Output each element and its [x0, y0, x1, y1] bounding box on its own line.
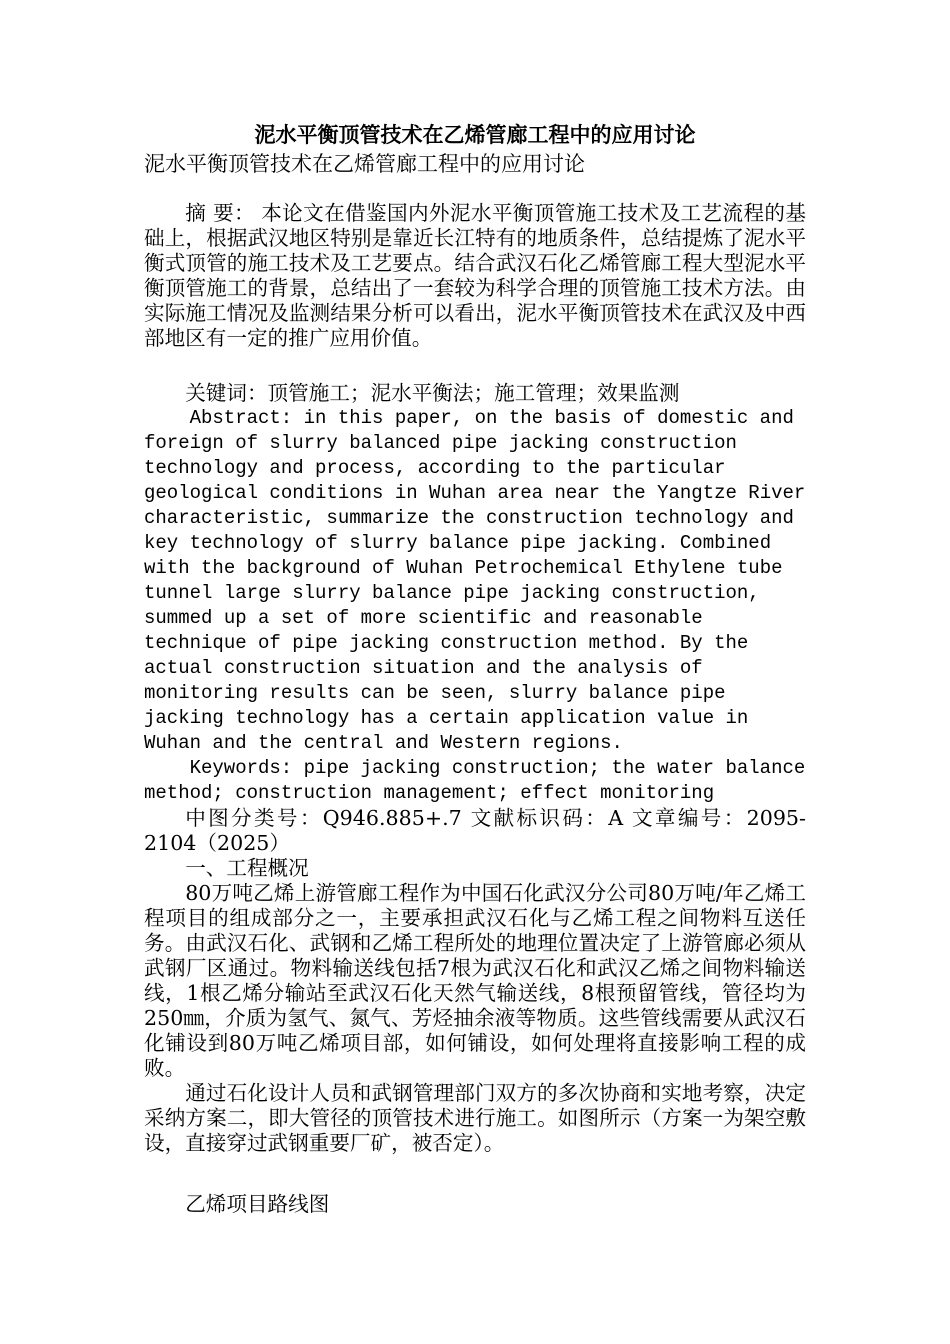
- abstract-label: 摘 要：: [185, 201, 256, 225]
- classification-line: 中图分类号：Q946.885+.7 文献标识码：A 文章编号：2095-2104（2025）: [144, 806, 806, 855]
- abstract-en: Abstract: in this paper, on the basis of domestic and foreign of slurry balanced pipe jacking construction technology and process, according to the particular geological conditions in Wuhan area near the Yangtze River characteristic, summarize the construction technology and key technology of slurry balance pipe jacking. Combined with the background of Wuhan Petrochemical Ethylene tube tunnel large slurry balance pipe jacking construction, summed up a set of more scientific and reasonable technique of pipe jacking construction method. By the actual construction situation and the analysis of monitoring results can be seen, slurry balance pipe jacking technology has a certain application value in Wuhan and the central and Western regions.: [144, 407, 806, 754]
- document-page: [144, 120, 806, 1216]
- figure-caption: 乙烯项目路线图: [185, 1192, 330, 1216]
- keywords-en: Keywords: pipe jacking construction; the water balance method; construction management; effect monitoring: [144, 757, 806, 804]
- body-paragraph-1: 80万吨乙烯上游管廊工程作为中国石化武汉分公司80万吨/年乙烯工程项目的组成部分之一，主要承担武汉石化与乙烯工程之间物料互送任务。由武汉石化、武钢和乙烯工程所处的地理位置决定了上游管廊必须从武钢厂区通过。物料输送线包括7根为武汉石化和武汉乙烯之间物料输送线，1根乙烯分输站至武汉石化天然气输送线，8根预留管线，管径均为250㎜，介质为氢气、氮气、芳烃抽余液等物质。这些管线需要从武汉石化铺设到80万吨乙烯项目部，如何铺设，如何处理将直接影响工程的成败。: [144, 881, 806, 1080]
- document-subtitle: 泥水平衡顶管技术在乙烯管廊工程中的应用讨论: [144, 152, 585, 176]
- abstract-text: 本论文在借鉴国内外泥水平衡顶管施工技术及工艺流程的基础上，根据武汉地区特别是靠近长江特有的地质条件，总结提炼了泥水平衡式顶管的施工技术及工艺要点。结合武汉石化乙烯管廊工程大型泥水平衡顶管施工的背景，总结出了一套较为科学合理的顶管施工技术方法。由实际施工情况及监测结果分析可以看出，泥水平衡顶管技术在武汉及中西部地区有一定的推广应用价值。: [144, 201, 806, 350]
- document-title: 泥水平衡顶管技术在乙烯管廊工程中的应用讨论: [254, 122, 696, 147]
- section-heading: 一、工程概况: [185, 856, 309, 880]
- body-paragraph-2: 通过石化设计人员和武钢管理部门双方的多次协商和实地考察，决定采纳方案二，即大管径的顶管技术进行施工。如图所示（方案一为架空敷设，直接穿过武钢重要厂矿，被否定）。: [144, 1081, 806, 1155]
- abstract-cn: [144, 201, 806, 351]
- keywords-cn: 关键词：顶管施工；泥水平衡法；施工管理；效果监测: [185, 381, 680, 405]
